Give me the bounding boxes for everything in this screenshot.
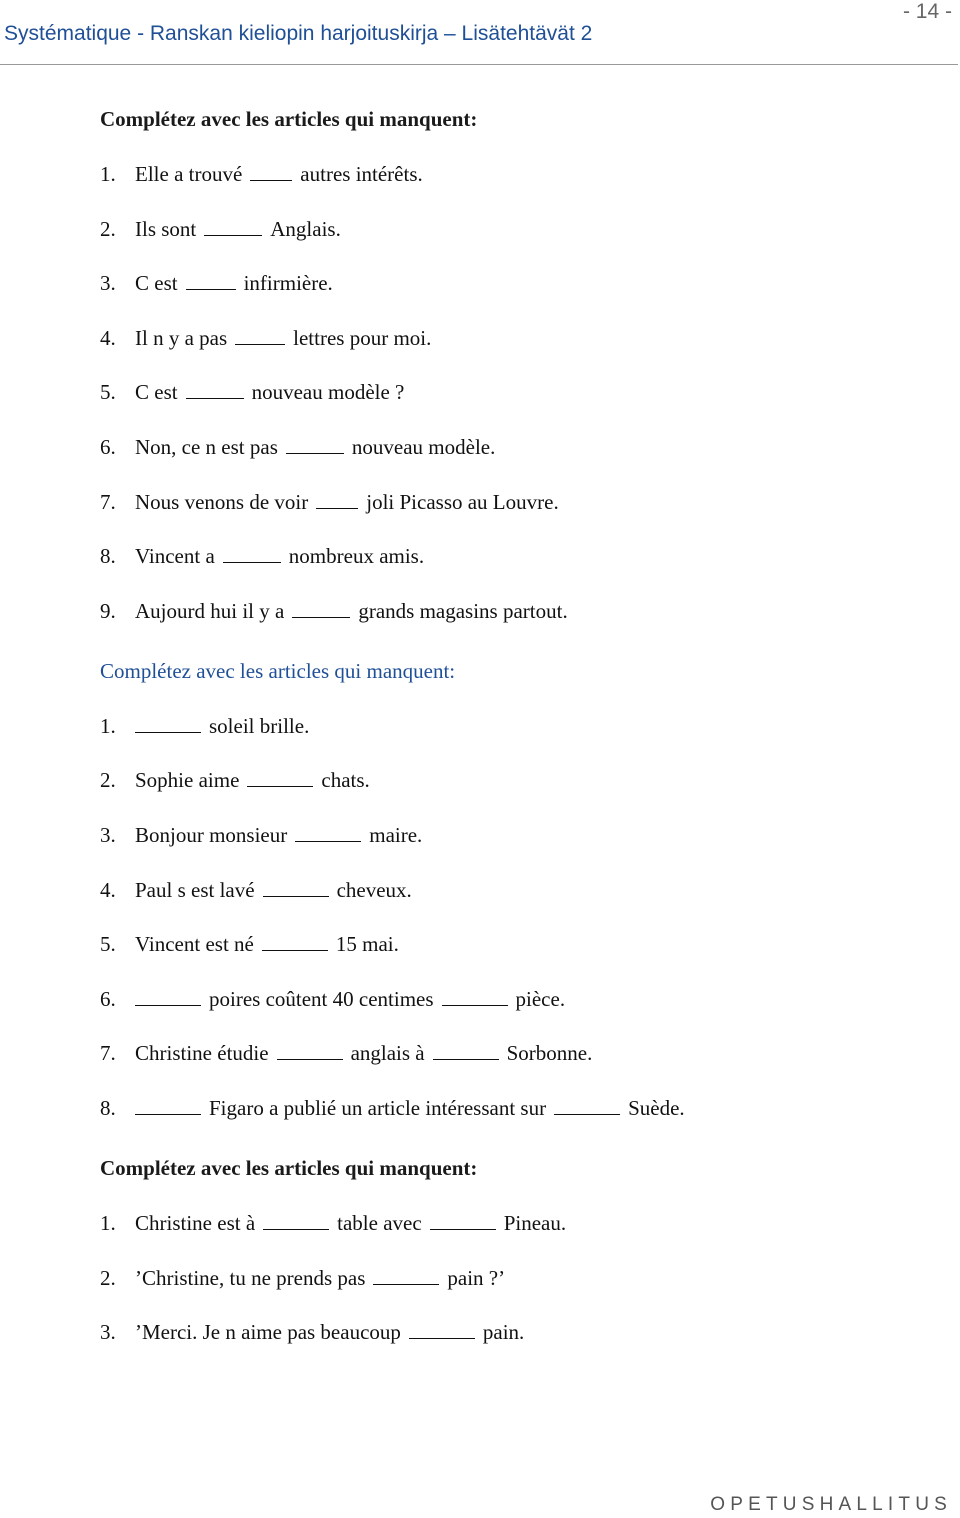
exercise-item: 7. Christine étudie anglais à Sorbonne. [100,1041,593,1066]
exercise-item: 8. Figaro a publié un article intéressant sur Suède. [100,1095,685,1120]
exercise-item: 4. Il n y a pas lettres pour moi. [100,325,432,350]
section-title: Complétez avec les articles qui manquent: [100,107,478,131]
answer-blank[interactable] [135,985,201,1006]
exercise-item: 1. Christine est à table avec Pineau. [100,1210,567,1235]
exercise-content [100,103,940,1371]
answer-blank[interactable] [442,985,508,1006]
answer-blank[interactable] [409,1318,475,1339]
exercise-item: 6. poires coûtent 40 centimes pièce. [100,986,566,1011]
page-header [0,0,960,68]
answer-blank[interactable] [247,766,313,787]
answer-blank[interactable] [135,712,201,733]
exercise-item: 2. Sophie aime chats. [100,768,370,793]
exercise-item: 2. ’Christine, tu ne prends pas pain ?’ [100,1265,506,1290]
exercise-item: 5. Vincent est né 15 mai. [100,932,399,957]
publisher-logo: OPETUSHALLITUS [710,1494,952,1515]
section-title: Complétez avec les articles qui manquent: [100,1155,478,1180]
page-number: - 14 - [902,0,952,23]
answer-blank[interactable] [262,930,328,951]
answer-blank[interactable] [186,378,244,399]
answer-blank[interactable] [263,1209,329,1230]
exercise-item: 3. ’Merci. Je n aime pas beaucoup pain. [100,1320,525,1345]
exercise-item: 2. Ils sont Anglais. [100,216,341,241]
exercise-item: 3. C est infirmière. [100,271,333,296]
header-divider [0,64,958,65]
exercise-item: 5. C est nouveau modèle ? [100,380,405,405]
exercise-item: 4. Paul s est lavé cheveux. [100,877,412,902]
answer-blank[interactable] [223,542,281,563]
exercise-section-1 [100,103,940,628]
answer-blank[interactable] [263,876,329,897]
answer-blank[interactable] [295,821,361,842]
exercise-item: 1. Elle a trouvé autres intérêts. [100,162,423,186]
exercise-item: 6. Non, ce n est pas nouveau modèle. [100,434,496,459]
answer-blank[interactable] [186,269,236,290]
answer-blank[interactable] [316,488,358,509]
exercise-item: 3. Bonjour monsieur maire. [100,822,423,847]
answer-blank[interactable] [286,433,344,454]
exercise-item: 8. Vincent a nombreux amis. [100,544,425,569]
answer-blank[interactable] [135,1094,201,1115]
answer-blank[interactable] [292,597,350,618]
answer-blank[interactable] [554,1094,620,1115]
section-title: Complétez avec les articles qui manquent: [100,658,456,683]
exercise-item: 9. Aujourd hui il y a grands magasins partout. [100,598,568,623]
answer-blank[interactable] [433,1039,499,1060]
exercise-section-3 [100,1152,940,1349]
answer-blank[interactable] [277,1039,343,1060]
exercise-item: 7. Nous venons de voir joli Picasso au Louvre. [100,489,559,514]
answer-blank[interactable] [250,160,292,181]
exercise-item: 1. soleil brille. [100,713,310,738]
answer-blank[interactable] [235,324,285,345]
answer-blank[interactable] [373,1264,439,1285]
exercise-section-2 [100,655,940,1125]
answer-blank[interactable] [204,215,262,236]
document-title: Systématique - Ranskan kieliopin harjoituskirja – Lisätehtävät 2 [4,22,593,45]
answer-blank[interactable] [430,1209,496,1230]
